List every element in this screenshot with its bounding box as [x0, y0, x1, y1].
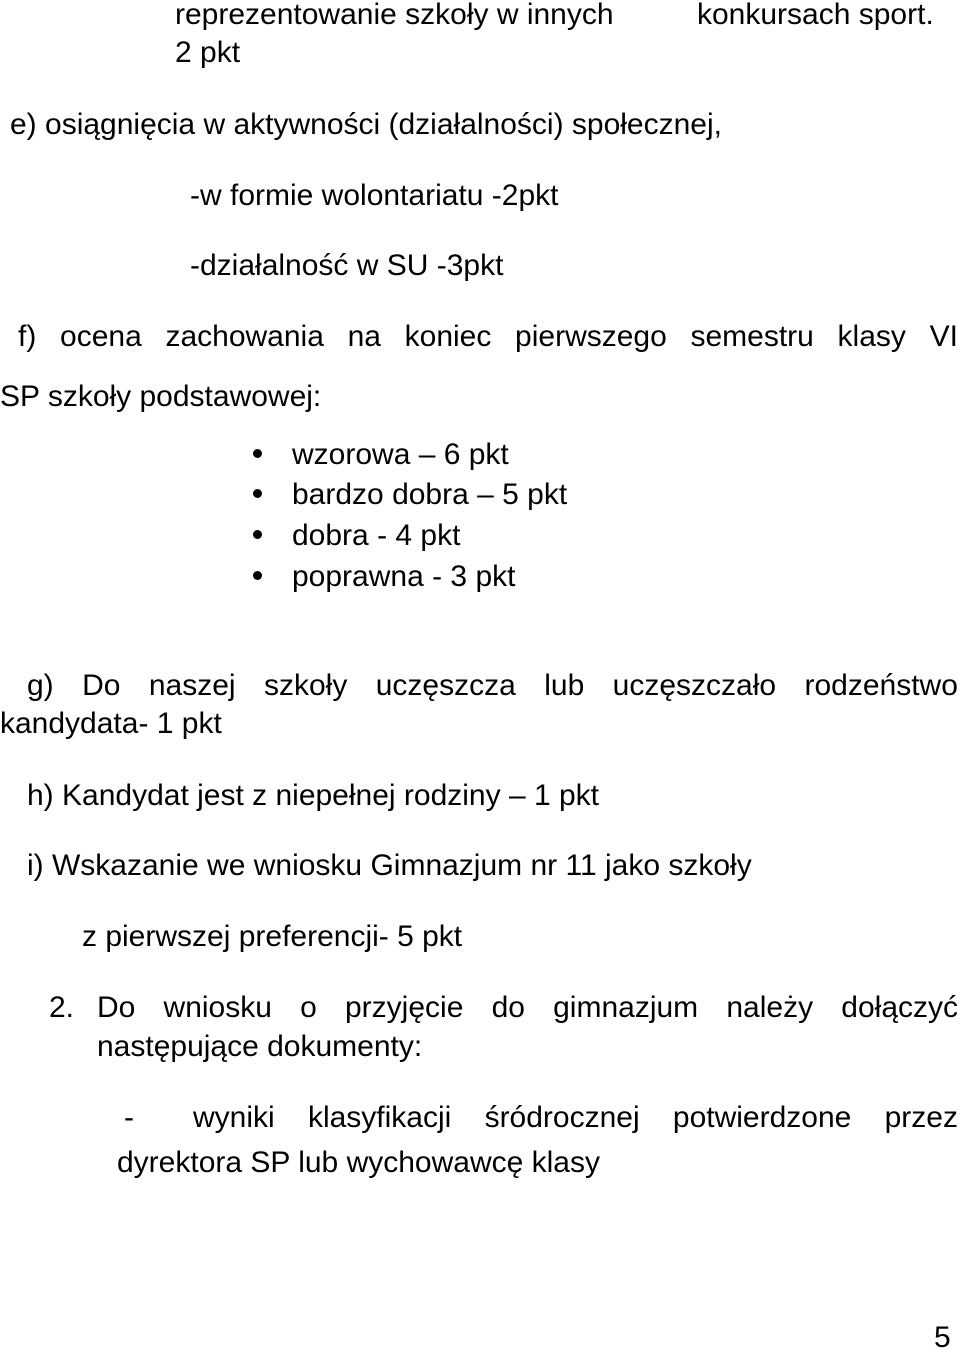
word: uczęszcza — [375, 669, 516, 702]
section-e-item: -działalność w SU -3pkt — [190, 249, 504, 282]
grade-item: dobra - 4 pkt — [292, 519, 461, 552]
word: dołączyć — [841, 991, 958, 1024]
item-2-line: następujące dokumenty: — [97, 1030, 423, 1063]
section-e-heading: e) osiągnięcia w aktywności (działalności) społecznej, — [10, 108, 722, 141]
bullet-icon — [253, 449, 262, 458]
section-f-line — [18, 322, 958, 352]
word: śródrocznej — [484, 1101, 640, 1134]
bullet-icon — [253, 530, 262, 539]
text-line: reprezentowanie szkoły w innych — [175, 0, 614, 31]
word: ocena — [60, 320, 142, 353]
word: potwierdzone — [672, 1101, 852, 1134]
word: klasyfikacji — [307, 1101, 452, 1134]
grade-item: bardzo dobra – 5 pkt — [292, 478, 568, 511]
word: rodzeństwo — [804, 669, 958, 702]
word: o — [300, 991, 317, 1024]
bullet-icon — [253, 571, 262, 580]
dash-marker: - — [124, 1101, 134, 1134]
list-number: 2. — [49, 991, 75, 1024]
word: klasy — [837, 320, 906, 353]
word: przyjęcie — [345, 991, 464, 1024]
word: zachowania — [165, 320, 324, 353]
word: uczęszczało — [612, 669, 777, 702]
word: g) — [27, 669, 54, 702]
page-number: 5 — [934, 1321, 951, 1354]
item-2-line — [97, 993, 958, 1023]
section-h-line: h) Kandydat jest z niepełnej rodziny – 1 pkt — [27, 779, 600, 812]
word: naszej — [148, 669, 236, 702]
word: f) — [18, 320, 37, 353]
word: szkoły — [263, 669, 348, 702]
section-i-line: i) Wskazanie we wniosku Gimnazjum nr 11 jako szkoły — [27, 849, 752, 882]
word: Do — [97, 991, 136, 1024]
word: na — [347, 320, 381, 353]
documents-line — [193, 1103, 958, 1133]
word: pierwszego — [515, 320, 667, 353]
word: wyniki — [193, 1101, 275, 1134]
section-e-item: -w formie wolontariatu -2pkt — [190, 179, 559, 212]
word: lub — [544, 669, 585, 702]
word: do — [491, 991, 525, 1024]
word: semestru — [690, 320, 814, 353]
text-line: 2 pkt — [175, 36, 241, 69]
word: koniec — [404, 320, 492, 353]
grade-item: poprawna - 3 pkt — [292, 560, 516, 593]
word: wniosku — [163, 991, 272, 1024]
bullet-icon — [253, 489, 262, 498]
word: VI — [929, 320, 958, 353]
word: gimnazjum — [553, 991, 699, 1024]
word: Do — [82, 669, 121, 702]
text-line: konkursach sport. — [697, 0, 934, 31]
section-i-line: z pierwszej preferencji- 5 pkt — [82, 920, 463, 953]
documents-line: dyrektora SP lub wychowawcę klasy — [117, 1146, 600, 1179]
grade-item: wzorowa – 6 pkt — [292, 438, 509, 471]
word: należy — [726, 991, 814, 1024]
word: przez — [884, 1101, 958, 1134]
section-g-line: kandydata- 1 pkt — [0, 707, 222, 740]
section-g-line — [27, 671, 958, 701]
section-f-line: SP szkoły podstawowej: — [0, 380, 322, 413]
